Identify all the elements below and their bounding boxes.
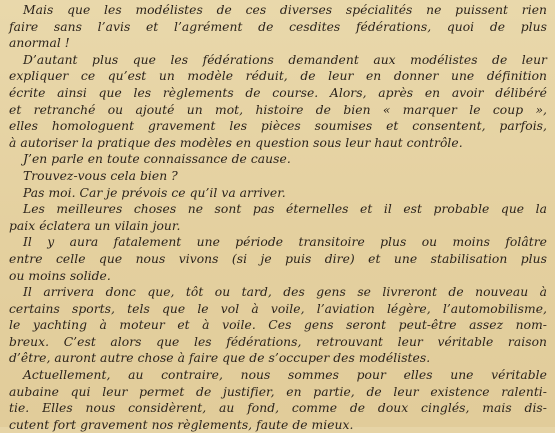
text-line: Trouvez-vous cela bien ? — [23, 168, 178, 183]
text-line: Il y aura fatalement une période transitoire plus ou moins folâtre — [23, 235, 547, 250]
text-line: écrite ainsi que les règlements de course. Alors, après en avoir délibéré — [9, 85, 547, 100]
text-line: expliquer ce qu’est un modèle réduit, de leur en donner une définition — [9, 69, 547, 84]
text-line: paix éclatera un vilain jour. — [9, 218, 181, 233]
text-line: Pas moi. Car je prévois ce qu’il va arriver. — [23, 185, 286, 200]
text-line: ou moins solide. — [9, 268, 111, 283]
text-line: Il arrivera donc que, tôt ou tard, des gens se livreront de nouveau à — [23, 285, 547, 300]
text-line: faire sans l’avis et l’agrément de cesdites fédérations, quoi de plus — [9, 19, 547, 34]
text-line: anormal ! — [9, 36, 70, 51]
text-line: elles homologuent gravement les pièces soumises et consentent, parfois, — [9, 119, 547, 134]
text-line: et retranché ou ajouté un mot, histoire de bien « marquer le coup », — [9, 102, 547, 117]
text-line: J’en parle en toute connaissance de cause. — [23, 152, 291, 167]
text-line: cutent fort gravement nos règlements, faute de mieux. — [9, 417, 354, 432]
article-body — [9, 2, 547, 433]
text-line: D’autant plus que les fédérations demandent aux modélistes de leur — [23, 52, 547, 67]
text-line: certains sports, tels que le vol à voile, l’aviation légère, l’automobilisme, — [9, 301, 547, 316]
text-line: Actuellement, au contraire, nous sommes pour elles une véritable — [23, 368, 547, 383]
text-line: tie. Elles nous considèrent, au fond, comme de doux cinglés, mais dis- — [9, 401, 547, 416]
text-line: aubaine qui leur permet de justifier, en partie, de leur existence ralenti- — [9, 384, 547, 399]
text-line: Les meilleures choses ne sont pas éternelles et il est probable que la — [23, 202, 547, 217]
text-line: à autoriser la pratique des modèles en question sous leur haut contrôle. — [9, 135, 463, 150]
text-line: breux. C’est alors que les fédérations, retrouvant leur véritable raison — [9, 334, 547, 349]
text-line: Mais que les modélistes de ces diverses spécialités ne puissent rien — [23, 3, 547, 17]
text-line: le yachting à moteur et à voile. Ces gens seront peut-être assez nom- — [9, 318, 547, 333]
text-line: entre celle que nous vivons (si je puis dire) et une stabilisation plus — [9, 251, 547, 266]
text-line: d’être, auront autre chose à faire que de s’occuper des modélistes. — [9, 351, 431, 366]
